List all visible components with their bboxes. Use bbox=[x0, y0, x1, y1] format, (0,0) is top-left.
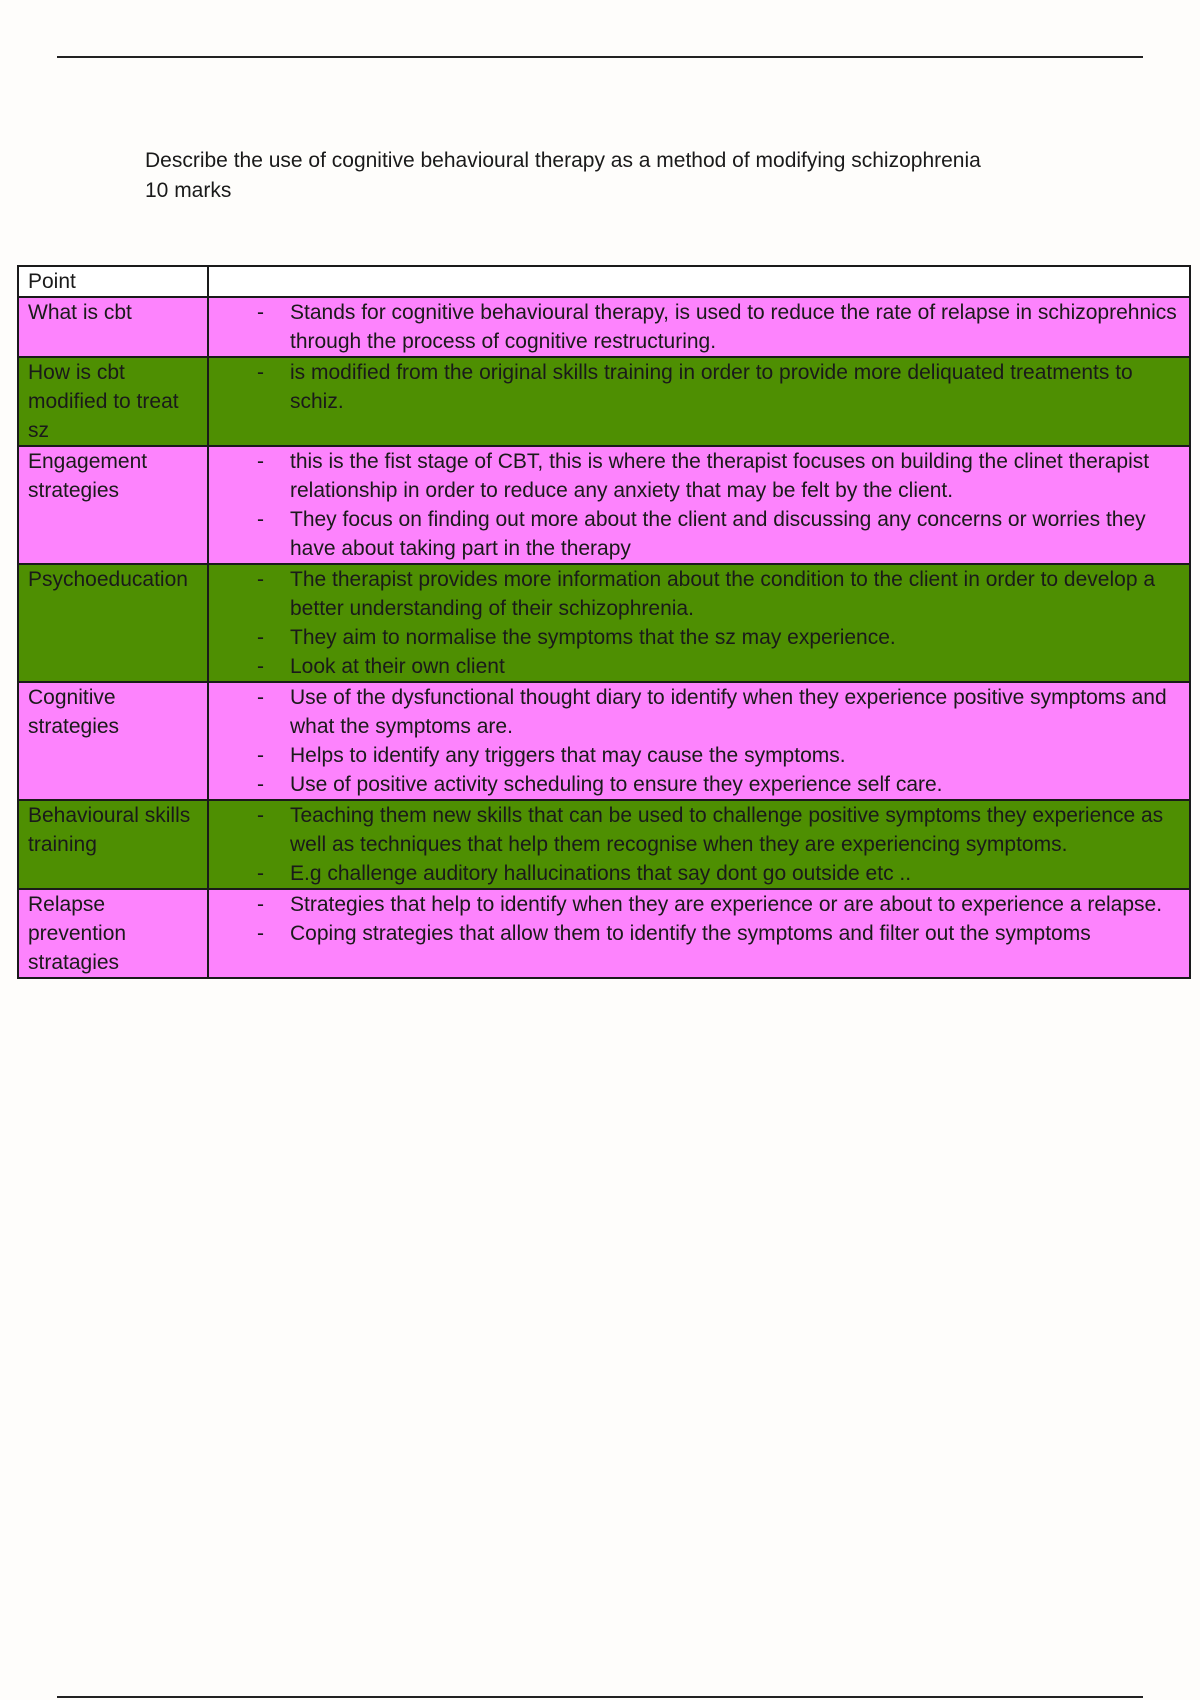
bullet-item: - is modified from the original skills training in order to provide more deliquated treatments to schiz. bbox=[290, 358, 1181, 416]
bullet-item: - Look at their own client bbox=[290, 652, 1181, 681]
answer-table bbox=[17, 265, 1191, 979]
table-row bbox=[18, 800, 1190, 889]
bullet-item: - Teaching them new skills that can be used to challenge positive symptoms they experience as well as techniques that help them recognise when they are experiencing symptoms. bbox=[290, 801, 1181, 859]
bullet-list bbox=[218, 683, 1181, 799]
bullet-list bbox=[218, 298, 1181, 356]
point-cell: Relapse prevention stratagies bbox=[18, 889, 208, 978]
bullet-item: - Strategies that help to identify when they are experience or are about to experience a relapse. bbox=[290, 890, 1181, 919]
question-block bbox=[145, 146, 981, 206]
point-cell: What is cbt bbox=[18, 297, 208, 357]
bullet-item: - The therapist provides more information about the condition to the client in order to develop a better understanding of their schizophrenia. bbox=[290, 565, 1181, 623]
table-row bbox=[18, 889, 1190, 978]
bullet-list bbox=[218, 565, 1181, 681]
point-cell: Cognitive strategies bbox=[18, 682, 208, 800]
question-text: Describe the use of cognitive behavioural therapy as a method of modifying schizophrenia bbox=[145, 149, 981, 172]
bullet-list bbox=[218, 890, 1181, 948]
table-row bbox=[18, 297, 1190, 357]
bullet-list bbox=[218, 447, 1181, 563]
table-row bbox=[18, 564, 1190, 682]
detail-cell bbox=[208, 889, 1190, 978]
point-cell: Behavioural skills training bbox=[18, 800, 208, 889]
bullet-list bbox=[218, 801, 1181, 888]
detail-cell bbox=[208, 357, 1190, 446]
bullet-item: - They aim to normalise the symptoms that the sz may experience. bbox=[290, 623, 1181, 652]
bullet-item: - E.g challenge auditory hallucinations that say dont go outside etc .. bbox=[290, 859, 1181, 888]
point-cell: Psychoeducation bbox=[18, 564, 208, 682]
bullet-item: - Stands for cognitive behavioural therapy, is used to reduce the rate of relapse in schizoprehnics through the process of cognitive restructuring. bbox=[290, 298, 1181, 356]
bullet-item: - this is the fist stage of CBT, this is where the therapist focuses on building the clinet therapist relationship in order to reduce any anxiety that may be felt by the client. bbox=[290, 447, 1181, 505]
table-row bbox=[18, 446, 1190, 564]
page-footer-rule bbox=[57, 1696, 1143, 1698]
header-point-cell: Point bbox=[18, 266, 208, 297]
bullet-item: - Use of positive activity scheduling to ensure they experience self care. bbox=[290, 770, 1181, 799]
bullet-item: - Use of the dysfunctional thought diary to identify when they experience positive symptoms and what the symptoms are. bbox=[290, 683, 1181, 741]
bullet-item: - Coping strategies that allow them to identify the symptoms and filter out the symptoms bbox=[290, 919, 1181, 948]
detail-cell bbox=[208, 682, 1190, 800]
table-row bbox=[18, 357, 1190, 446]
detail-cell bbox=[208, 446, 1190, 564]
detail-cell bbox=[208, 564, 1190, 682]
point-cell: Engagement strategies bbox=[18, 446, 208, 564]
bullet-list bbox=[218, 358, 1181, 416]
point-cell: How is cbt modified to treat sz bbox=[18, 357, 208, 446]
detail-cell bbox=[208, 297, 1190, 357]
table-header-row bbox=[18, 266, 1190, 297]
question-marks: 10 marks bbox=[145, 179, 232, 202]
detail-cell bbox=[208, 800, 1190, 889]
bullet-item: - They focus on finding out more about the client and discussing any concerns or worries they have about taking part in the therapy bbox=[290, 505, 1181, 563]
answer-table-body bbox=[18, 266, 1190, 978]
bullet-item: - Helps to identify any triggers that may cause the symptoms. bbox=[290, 741, 1181, 770]
table-row bbox=[18, 682, 1190, 800]
page-header-rule bbox=[57, 56, 1143, 58]
header-detail-cell bbox=[208, 266, 1190, 297]
